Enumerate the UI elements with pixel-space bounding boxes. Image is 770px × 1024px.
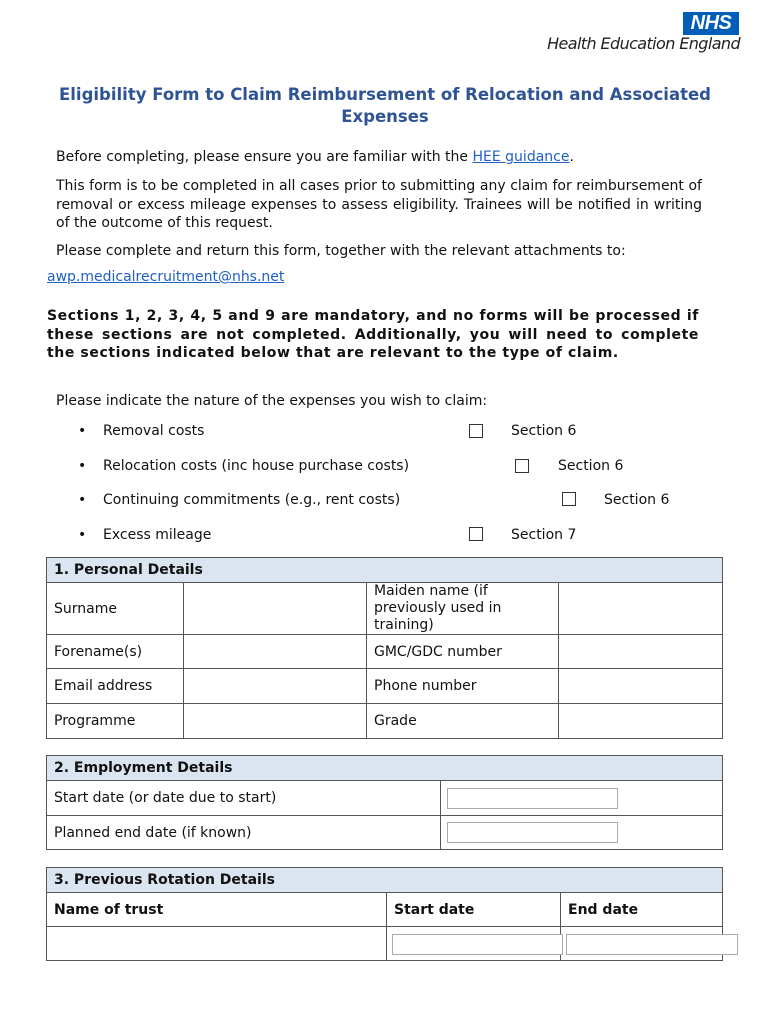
field-label: Email address	[47, 669, 184, 704]
bullet: •	[78, 527, 87, 543]
intro-line	[56, 148, 702, 167]
field-label: Forename(s)	[47, 635, 184, 669]
intro-para3: Please complete and return this form, together with the relevant attachments to:	[56, 243, 626, 259]
hee-guidance-link[interactable]: HEE guidance	[472, 149, 570, 165]
field-label: Maiden name (if previously used in training)	[367, 583, 559, 635]
programme-field[interactable]	[184, 704, 367, 739]
nature-prompt: Please indicate the nature of the expenses you wish to claim:	[56, 393, 488, 409]
section-header: 3. Previous Rotation Details	[47, 868, 723, 893]
expense-section: Section 6	[511, 423, 577, 439]
expense-checkbox[interactable]	[515, 459, 529, 473]
column-header: Start date	[387, 893, 561, 927]
expense-label: Continuing commitments (e.g., rent costs)	[103, 492, 401, 508]
column-header: Name of trust	[47, 893, 387, 927]
section-header: 2. Employment Details	[47, 756, 723, 781]
field-label: GMC/GDC number	[367, 635, 559, 669]
field-label: Planned end date (if known)	[47, 816, 441, 850]
column-header: End date	[561, 893, 723, 927]
field-label: Phone number	[367, 669, 559, 704]
email-field[interactable]	[184, 669, 367, 704]
personal-details-table	[46, 557, 723, 739]
grade-field[interactable]	[559, 704, 723, 739]
gmc-number-field[interactable]	[559, 635, 723, 669]
expense-checkbox[interactable]	[562, 492, 576, 506]
rotation-start-input[interactable]	[392, 934, 563, 955]
maiden-name-field[interactable]	[559, 583, 723, 635]
surname-field[interactable]	[184, 583, 367, 635]
start-date-input[interactable]	[447, 788, 618, 809]
bullet: •	[78, 458, 87, 474]
expense-section: Section 6	[558, 458, 624, 474]
phone-field[interactable]	[559, 669, 723, 704]
expense-label: Relocation costs (inc house purchase costs)	[103, 458, 410, 474]
intro-para2: This form is to be completed in all cases prior to submitting any claim for reimbursement of removal or excess mileage expenses to assess eligibility. Trainees will be notified in writing of the outcome of this request.	[56, 178, 702, 231]
section-header: 1. Personal Details	[47, 558, 723, 583]
bullet: •	[78, 423, 87, 439]
forename-field[interactable]	[184, 635, 367, 669]
rotation-end-input[interactable]	[566, 934, 738, 955]
nhs-logo: NHS	[683, 12, 739, 35]
field-label: Start date (or date due to start)	[47, 781, 441, 816]
email-link[interactable]: awp.medicalrecruitment@nhs.net	[47, 269, 285, 285]
end-date-input[interactable]	[447, 822, 618, 843]
bullet: •	[78, 492, 87, 508]
expense-section: Section 7	[511, 527, 577, 543]
intro-end: .	[569, 149, 574, 165]
intro-text: Before completing, please ensure you are familiar with the	[56, 149, 473, 165]
mandatory-note: Sections 1, 2, 3, 4, 5 and 9 are mandatory, and no forms will be processed if these sections are not completed. Additionally, you will need to complete the sections indicated below that are relevant to the type of claim.	[47, 308, 699, 361]
page-title: Eligibility Form to Claim Reimbursement of Relocation and Associated Expenses	[59, 85, 711, 126]
expense-label: Removal costs	[103, 423, 205, 439]
employment-details-table	[46, 755, 723, 850]
org-name: Health Education England	[547, 34, 740, 53]
expense-label: Excess mileage	[103, 527, 212, 543]
expense-section: Section 6	[604, 492, 670, 508]
trust-name-field[interactable]	[47, 927, 387, 961]
field-label: Programme	[47, 704, 184, 739]
field-label: Grade	[367, 704, 559, 739]
field-label: Surname	[47, 583, 184, 635]
expense-checkbox[interactable]	[469, 424, 483, 438]
expense-checkbox[interactable]	[469, 527, 483, 541]
